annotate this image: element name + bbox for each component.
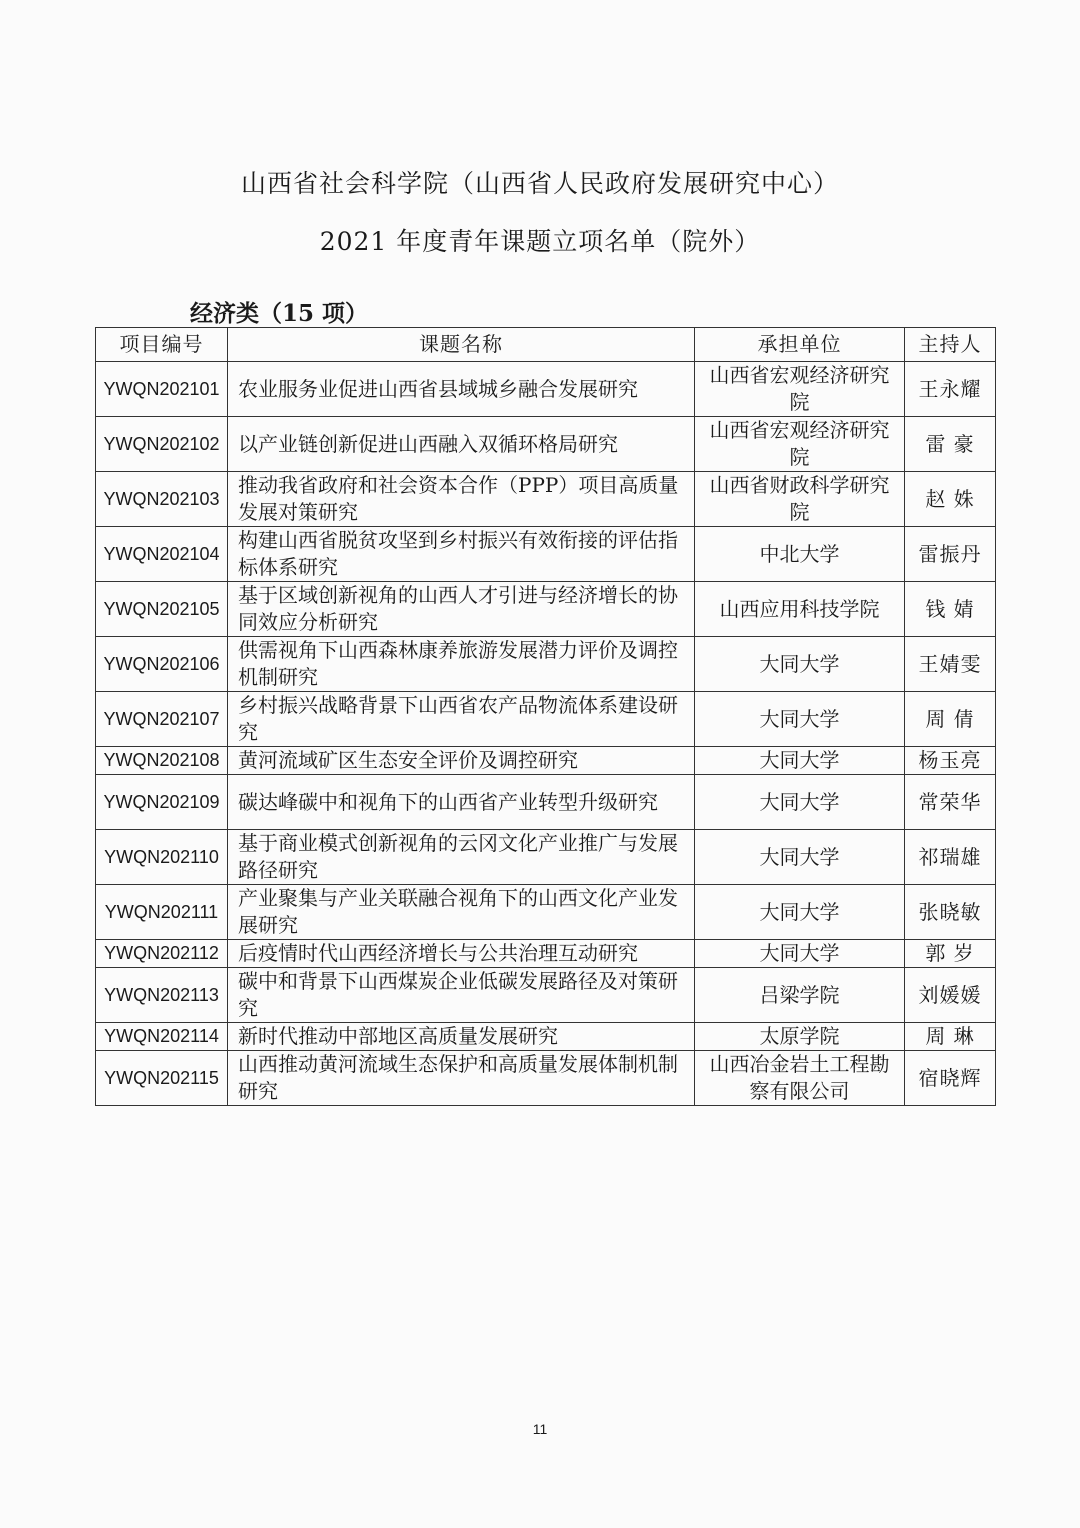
table-row (96, 637, 996, 692)
header-name: 课题名称 (228, 328, 695, 362)
project-person: 周 倩 (905, 692, 996, 747)
table-row (96, 775, 996, 830)
project-person: 常荣华 (905, 775, 996, 830)
project-code: YWQN202103 (96, 472, 228, 527)
table-header-row (96, 328, 996, 362)
header-unit: 承担单位 (695, 328, 905, 362)
table-row (96, 968, 996, 1023)
project-unit: 大同大学 (695, 940, 905, 968)
project-name: 基于商业模式创新视角的云冈文化产业推广与发展路径研究 (228, 830, 695, 885)
table-row (96, 885, 996, 940)
table-row (96, 1023, 996, 1051)
project-table (95, 327, 996, 1106)
project-code: YWQN202102 (96, 417, 228, 472)
project-unit: 大同大学 (695, 747, 905, 775)
project-person: 王永耀 (905, 362, 996, 417)
project-unit: 大同大学 (695, 830, 905, 885)
table-row (96, 527, 996, 582)
project-unit: 吕梁学院 (695, 968, 905, 1023)
project-unit: 大同大学 (695, 692, 905, 747)
project-person: 钱 婧 (905, 582, 996, 637)
page-number: 11 (532, 1421, 548, 1437)
project-code: YWQN202107 (96, 692, 228, 747)
project-name: 黄河流域矿区生态安全评价及调控研究 (228, 747, 695, 775)
category-heading: 经济类（15 项） (190, 300, 369, 327)
project-unit: 中北大学 (695, 527, 905, 582)
project-code: YWQN202115 (96, 1051, 228, 1106)
project-person: 周 琳 (905, 1023, 996, 1051)
header-code: 项目编号 (96, 328, 228, 362)
project-code: YWQN202108 (96, 747, 228, 775)
project-name: 农业服务业促进山西省县域城乡融合发展研究 (228, 362, 695, 417)
table-row (96, 582, 996, 637)
project-person: 雷振丹 (905, 527, 996, 582)
table-row (96, 940, 996, 968)
project-person: 祁瑞雄 (905, 830, 996, 885)
project-code: YWQN202104 (96, 527, 228, 582)
project-person: 郭 岁 (905, 940, 996, 968)
project-person: 张晓敏 (905, 885, 996, 940)
document-title-line2: 2021 年度青年课题立项名单（院外） (319, 227, 761, 256)
project-name: 山西推动黄河流域生态保护和高质量发展体制机制研究 (228, 1051, 695, 1106)
header-person: 主持人 (905, 328, 996, 362)
project-person: 刘媛媛 (905, 968, 996, 1023)
project-name: 乡村振兴战略背景下山西省农产品物流体系建设研究 (228, 692, 695, 747)
table-row (96, 417, 996, 472)
project-name: 推动我省政府和社会资本合作（PPP）项目高质量发展对策研究 (228, 472, 695, 527)
project-person: 雷 豪 (905, 417, 996, 472)
project-name: 供需视角下山西森林康养旅游发展潜力评价及调控机制研究 (228, 637, 695, 692)
project-code: YWQN202101 (96, 362, 228, 417)
project-name: 新时代推动中部地区高质量发展研究 (228, 1023, 695, 1051)
table-row (96, 692, 996, 747)
table-row (96, 362, 996, 417)
project-code: YWQN202105 (96, 582, 228, 637)
project-code: YWQN202113 (96, 968, 228, 1023)
project-unit: 太原学院 (695, 1023, 905, 1051)
project-person: 赵 姝 (905, 472, 996, 527)
project-name: 碳中和背景下山西煤炭企业低碳发展路径及对策研究 (228, 968, 695, 1023)
project-name: 以产业链创新促进山西融入双循环格局研究 (228, 417, 695, 472)
project-person: 宿晓辉 (905, 1051, 996, 1106)
project-unit: 山西省宏观经济研究院 (695, 417, 905, 472)
project-unit: 山西冶金岩土工程勘察有限公司 (695, 1051, 905, 1106)
project-name: 碳达峰碳中和视角下的山西省产业转型升级研究 (228, 775, 695, 830)
project-unit: 大同大学 (695, 637, 905, 692)
project-code: YWQN202112 (96, 940, 228, 968)
project-unit: 山西省宏观经济研究院 (695, 362, 905, 417)
project-code: YWQN202111 (96, 885, 228, 940)
project-unit: 山西省财政科学研究院 (695, 472, 905, 527)
project-person: 杨玉亮 (905, 747, 996, 775)
project-person: 王婧雯 (905, 637, 996, 692)
project-name: 构建山西省脱贫攻坚到乡村振兴有效衔接的评估指标体系研究 (228, 527, 695, 582)
project-name: 产业聚集与产业关联融合视角下的山西文化产业发展研究 (228, 885, 695, 940)
project-unit: 大同大学 (695, 885, 905, 940)
project-unit: 大同大学 (695, 775, 905, 830)
project-code: YWQN202106 (96, 637, 228, 692)
table-row (96, 1051, 996, 1106)
project-name: 后疫情时代山西经济增长与公共治理互动研究 (228, 940, 695, 968)
project-code: YWQN202114 (96, 1023, 228, 1051)
document-title-line1: 山西省社会科学院（山西省人民政府发展研究中心） (240, 169, 839, 198)
project-unit: 山西应用科技学院 (695, 582, 905, 637)
table-row (96, 830, 996, 885)
project-code: YWQN202110 (96, 830, 228, 885)
project-code: YWQN202109 (96, 775, 228, 830)
table-row (96, 747, 996, 775)
project-name: 基于区域创新视角的山西人才引进与经济增长的协同效应分析研究 (228, 582, 695, 637)
table-row (96, 472, 996, 527)
